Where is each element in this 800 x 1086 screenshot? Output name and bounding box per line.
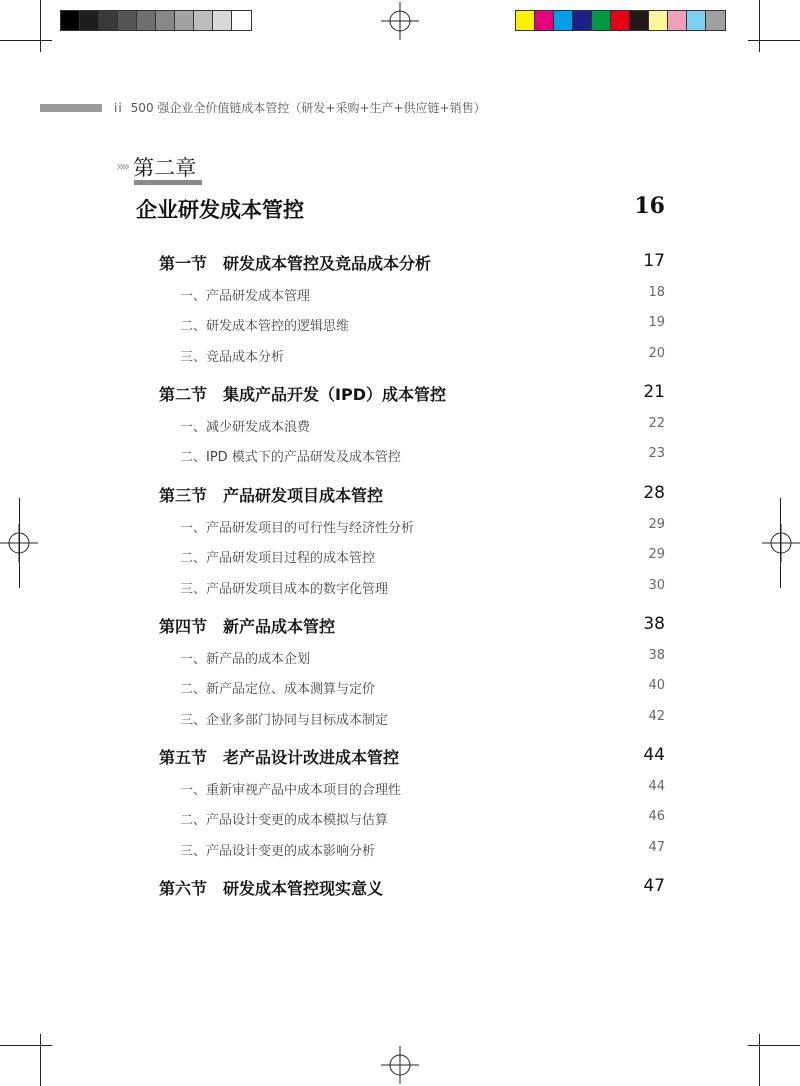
subsection-page-number: 22 <box>648 416 665 431</box>
chapter-label: 第二章 <box>133 156 197 180</box>
subsection-page-number: 42 <box>648 708 665 724</box>
page-folio: ii <box>114 100 123 115</box>
section-title <box>159 876 383 899</box>
subsection-title: 一、新产品的成本企划 <box>180 652 311 667</box>
subsection-title: 二、新产品定位、成本测算与定价 <box>180 682 376 698</box>
subsection-page-number: 47 <box>648 839 665 855</box>
subsection-title: 二、产品设计变更的成本模拟与估算 <box>180 813 389 829</box>
section-number: 第五节 <box>159 748 208 767</box>
section-number: 第一节 <box>159 254 208 273</box>
subsection-page-number: 44 <box>648 779 665 794</box>
section-title-text: 研发成本管控现实意义 <box>223 879 384 898</box>
subsection-title: 三、竞品成本分析 <box>180 349 285 365</box>
subsection-page-number: 40 <box>648 678 665 694</box>
subsection-page-number: 18 <box>648 285 665 300</box>
subsection-title: 一、重新审视产品中成本项目的合理性 <box>180 783 402 798</box>
section-title-text: 新产品成本管控 <box>223 617 336 636</box>
subsection-page-number: 23 <box>648 446 665 462</box>
chapter-title: 企业研发成本管控 <box>136 197 304 222</box>
section-title-text: 研发成本管控及竞品成本分析 <box>223 254 432 273</box>
book-title: 500 强企业全价值链成本管控（研发+采购+生产+供应链+销售） <box>130 101 486 115</box>
section-title <box>159 483 383 506</box>
section-title <box>159 745 399 768</box>
section-title <box>159 382 446 405</box>
subsection-title: 二、研发成本管控的逻辑思维 <box>180 319 350 335</box>
section-page-number: 44 <box>643 745 665 765</box>
section-number: 第三节 <box>159 486 208 505</box>
subsection-title: 三、产品研发项目成本的数字化管理 <box>180 581 389 597</box>
subsection-page-number: 46 <box>648 809 665 825</box>
section-number: 第六节 <box>159 879 208 898</box>
section-number: 第二节 <box>159 385 208 404</box>
subsection-title: 一、产品研发项目的可行性与经济性分析 <box>180 521 415 536</box>
subsection-title: 二、IPD 模式下的产品研发及成本管控 <box>180 450 401 466</box>
section-title-text: 产品研发项目成本管控 <box>223 486 384 505</box>
subsection-title: 三、产品设计变更的成本影响分析 <box>180 843 376 859</box>
subsection-page-number: 20 <box>648 345 665 361</box>
subsection-page-number: 38 <box>648 648 665 663</box>
section-title-text: 老产品设计改进成本管控 <box>223 748 400 767</box>
chapter-page-number: 16 <box>634 193 665 219</box>
section-page-number: 21 <box>643 382 665 402</box>
section-page-number: 17 <box>643 251 665 271</box>
section-title-text: 集成产品开发（IPD）成本管控 <box>223 385 446 404</box>
section-number: 第四节 <box>159 617 208 636</box>
subsection-title: 三、企业多部门协同与目标成本制定 <box>180 712 389 728</box>
section-title <box>159 251 431 274</box>
subsection-title: 一、产品研发成本管理 <box>180 289 311 304</box>
section-page-number: 38 <box>643 614 665 634</box>
section-page-number: 47 <box>643 876 665 896</box>
subsection-page-number: 29 <box>648 547 665 563</box>
subsection-page-number: 29 <box>648 517 665 532</box>
double-chevron-icon: »» <box>116 159 128 175</box>
subsection-page-number: 19 <box>648 315 665 331</box>
subsection-title: 二、产品研发项目过程的成本管控 <box>180 551 376 567</box>
subsection-page-number: 30 <box>648 577 665 593</box>
section-title <box>159 614 335 637</box>
subsection-title: 一、减少研发成本浪费 <box>180 420 311 435</box>
section-page-number: 28 <box>643 483 665 503</box>
